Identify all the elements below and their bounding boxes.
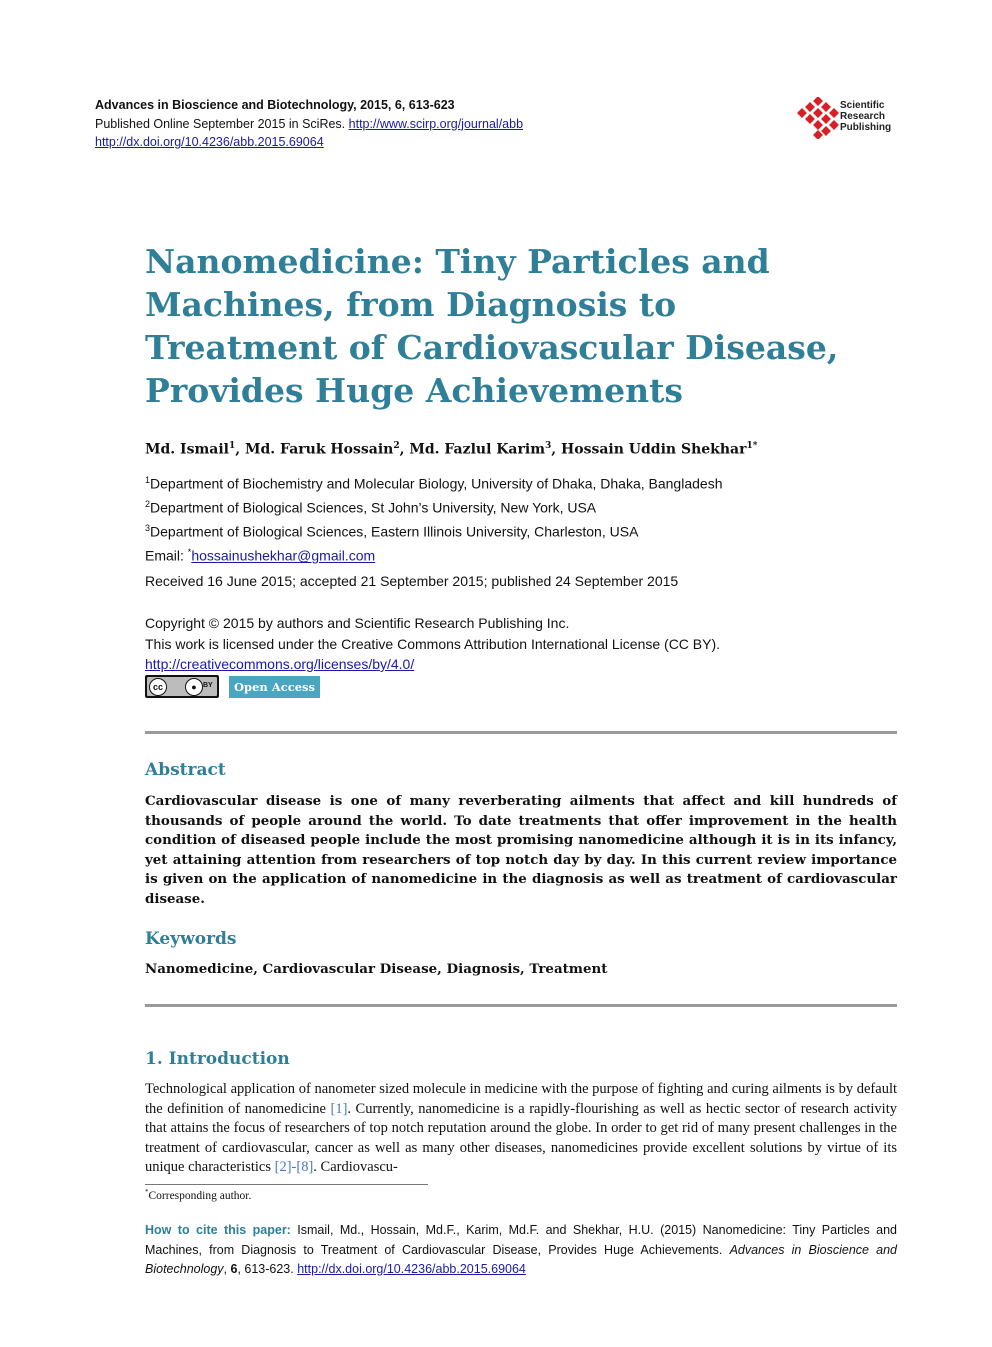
reference-link-2-8[interactable]: [2]-[8] — [274, 1159, 314, 1175]
cc-icon: cc — [149, 678, 167, 696]
received-date: Received 16 June 2015 — [145, 573, 293, 589]
email-sup: * — [187, 547, 192, 558]
logo-diamond — [813, 120, 823, 130]
logo-diamond — [829, 108, 839, 118]
abstract-text: Cardiovascular disease is one of many reverberating ailments that affect and kill hundreds of thousands of people around the world. To date treatments that offer improvement in the health condition of diseased people include the most promising nanomedicine although it is in its infancy, yet attaining attention from researchers of top notch day by day. In this current review importance is given on the application of nanomedicine in the diagnosis as well as treatment of cardiovascular disease. — [145, 793, 897, 907]
diamond-cluster-icon — [797, 97, 839, 139]
affiliation-2: $^2$Department of Biological Sciences, St John’s University, New York, USA — [145, 499, 597, 516]
email-link[interactable]: hossainushekhar@gmail.com — [191, 548, 376, 565]
logo-diamond — [813, 108, 823, 118]
by-label: BY — [203, 682, 213, 689]
introduction-text: Technological application of nanometer sized molecule in medicine with the purpose of fighting and curing ailments is by default the definition of nanomedicine [1]. Currently, nanomedicine is a rapidly-flourishing as well as hectic sector of research activity that attains the focus of researchers of top notch reputation around the globe. In order to get rid of many present challenges in the treatment of cardiovascular, cancer as well as many other diseases, nanomedicines provide excellent solutions by virtue of its unique characteristics [2]-[8]. Cardiovascu- — [145, 1081, 897, 1175]
email-line — [145, 542, 722, 566]
logo-line-1: Scientific — [840, 100, 885, 111]
journal-citation: Advances in Bioscience and Biotechnology, 2015, 6, 613-623 — [95, 98, 455, 112]
author-affiliation-mark: 3 — [545, 441, 552, 451]
footnote: *Corresponding author. — [145, 1188, 252, 1202]
logo-diamond — [821, 126, 831, 136]
divider-bottom — [145, 1004, 897, 1007]
abstract-heading: Abstract — [145, 760, 226, 780]
affiliations — [145, 470, 722, 567]
logo-diamond — [821, 114, 831, 124]
footnote-rule — [145, 1184, 428, 1185]
license-line: This work is licensed under the Creative Commons Attribution International License (CC BY). — [145, 635, 721, 652]
how-to-cite: How to cite this paper: Ismail, Md., Hossain, Md.F., Karim, Md.F. and Shekhar, H.U. (2015) Nanomedicine: Tiny Particles and Machines, from Diagnosis to Treatment of Cardiovascular Disease, Provides Huge Achievements. Advances in Bioscience and Biotechnology, 6, 613-623. http://dx.doi.org/10.4236/abb.2015.69064 — [145, 1223, 897, 1276]
reference-link-1[interactable]: [1] — [330, 1100, 348, 1117]
affiliation-3: $^3$Department of Biological Sciences, Eastern Illinois University, Charleston, USA — [145, 523, 639, 540]
author-affiliation-mark: 1 — [229, 441, 236, 451]
accepted-date: accepted 21 September 2015 — [299, 573, 484, 589]
affiliation-1: $^1$Department of Biochemistry and Molecular Biology, University of Dhaka, Dhaka, Bangladesh — [145, 475, 723, 492]
publication-dates: Received 16 June 2015; accepted 21 September 2015; published 24 September 2015 — [145, 573, 679, 589]
author-affiliation-mark: 2 — [393, 441, 400, 451]
logo-diamond — [805, 114, 815, 124]
logo-diamond — [821, 102, 831, 112]
journal-link[interactable]: http://www.scirp.org/journal/abb — [348, 116, 524, 131]
keywords-text: Nanomedicine, Cardiovascular Disease, Diagnosis, Treatment — [145, 961, 608, 977]
copyright-block — [145, 613, 720, 675]
cite-label: How to cite this paper: — [145, 1223, 291, 1237]
logo-diamond — [797, 108, 807, 118]
paper-title: Nanomedicine: Tiny Particles and Machines, from Diagnosis to Treatment of Cardiovascular Disease, Provides Huge Achievements — [145, 242, 839, 410]
logo-diamond — [829, 120, 839, 130]
email-label: Email: — [145, 548, 184, 565]
published-date: published 24 September 2015 — [491, 573, 679, 589]
author-list: Md. Ismail$^1$, Md. Faruk Hossain$^2$, Md. Fazlul Karim$^3$, Hossain Uddin Shekhar$^{1*}$ — [145, 441, 758, 458]
divider-top — [145, 731, 897, 734]
cite-pages: , 613-623. — [237, 1262, 294, 1276]
publisher-logo — [797, 97, 907, 139]
author-4: Hossain Uddin Shekhar — [561, 441, 747, 458]
person-icon: ● — [185, 678, 203, 696]
author-affiliation-mark: 1* — [746, 441, 758, 451]
cite-doi-link[interactable]: http://dx.doi.org/10.4236/abb.2015.69064 — [297, 1262, 526, 1276]
journal-header — [95, 96, 523, 152]
cite-journal: Advances in Bioscience and Biotechnology — [145, 1242, 897, 1276]
cite-volume: 6 — [230, 1262, 238, 1276]
logo-line-2: Research — [840, 111, 886, 122]
cite-text: Ismail, Md., Hossain, Md.F., Karim, Md.F. and Shekhar, H.U. (2015) Nanomedicine: Tiny Particles and Machines, from Diagnosis to Treatment of Cardiovascular Disease, Provides Huge Achievements. — [145, 1223, 897, 1257]
open-access-badge: Open Access — [229, 676, 320, 698]
doi-link[interactable]: http://dx.doi.org/10.4236/abb.2015.69064 — [95, 135, 324, 149]
logo-line-3: Publishing — [840, 122, 892, 133]
keywords-heading: Keywords — [145, 929, 237, 949]
author-1: Md. Ismail — [145, 441, 229, 458]
published-line — [95, 115, 523, 134]
published-prefix: Published Online September 2015 in SciRes. — [95, 116, 346, 131]
introduction-heading: 1. Introduction — [145, 1049, 290, 1069]
cc-by-badge[interactable] — [145, 675, 219, 698]
author-3: Md. Fazlul Karim — [409, 441, 546, 458]
author-2: Md. Faruk Hossain — [245, 441, 394, 458]
copyright-line: Copyright © 2015 by authors and Scientific Research Publishing Inc. — [145, 615, 570, 631]
publisher-logo-text — [840, 100, 891, 133]
logo-diamond — [813, 97, 823, 106]
license-link[interactable]: http://creativecommons.org/licenses/by/4.0/ — [145, 656, 415, 672]
logo-diamond — [805, 102, 815, 112]
